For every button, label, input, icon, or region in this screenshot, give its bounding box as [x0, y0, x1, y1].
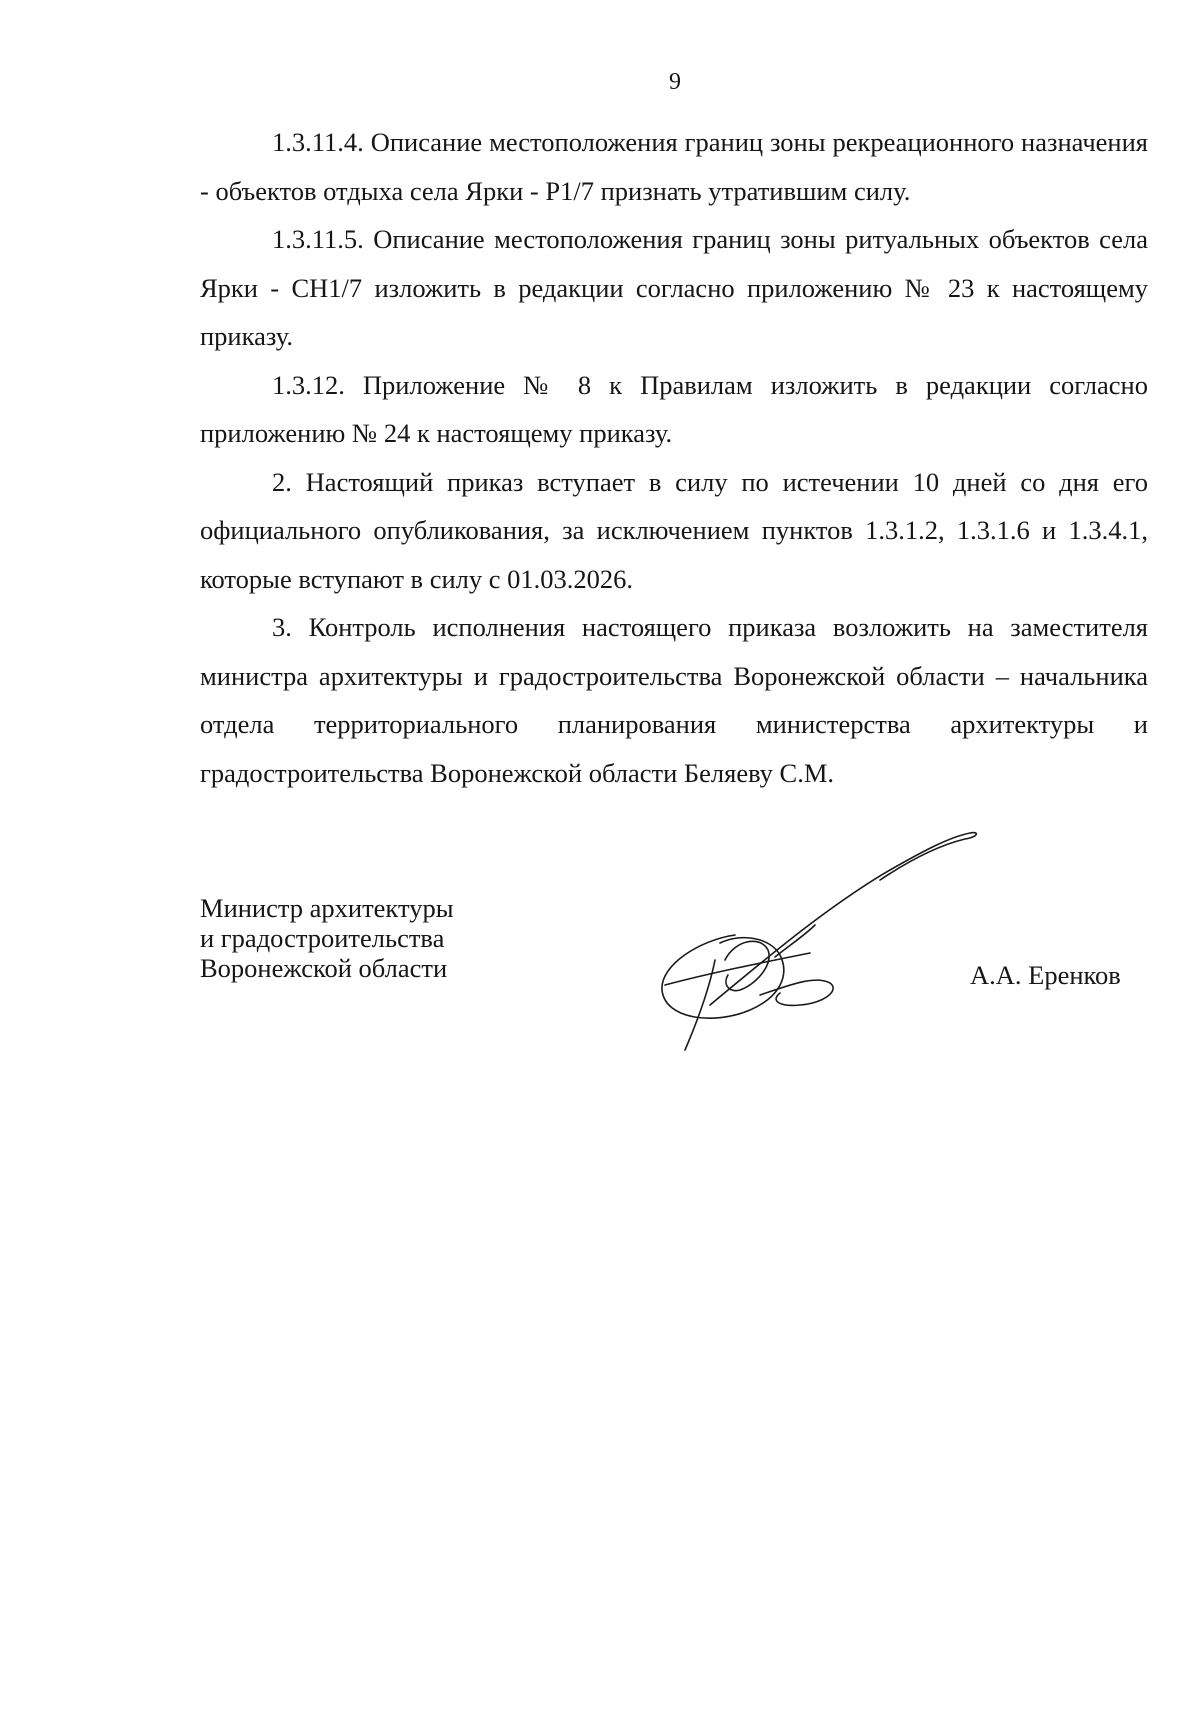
signer-position-line: Министр архитектуры [200, 893, 454, 923]
handwritten-signature [640, 825, 1020, 1055]
page-number: 9 [669, 69, 681, 95]
paragraph-1-3-11-4: 1.3.11.4. Описание местоположения границ зоны рекреационного назначения - объектов отдыха села Ярки - Р1/7 признать утратившим силу. [200, 127, 1148, 206]
signer-position-line: и градостроительства [200, 923, 445, 953]
paragraph-2: 2. Настоящий приказ вступает в силу по истечении 10 дней со дня его официального опубликования, за исключением пунктов 1.3.1.2, 1.3.1.6 и 1.3.4.1, которые вступают в силу с 01.03.2026. [200, 466, 1148, 594]
signer-position-line: Воронежской области [200, 953, 448, 983]
paragraph-1-3-11-5: 1.3.11.5. Описание местоположения границ зоны ритуальных объектов села Ярки - СН1/7 изложить в редакции согласно приложению № 23 к настоящему приказу. [200, 224, 1148, 351]
signer-position [200, 893, 540, 983]
document-body [200, 118, 1148, 797]
paragraph-3: 3. Контроль исполнения настоящего приказа возложить на заместителя министра архитектуры и градостроительства Воронежской области – начальника отдела территориального планирования министерства архитектуры и градостроительства Воронежской области Беляеву С.М. [200, 612, 1148, 788]
paragraph-1-3-12: 1.3.12. Приложение № 8 к Правилам изложить в редакции согласно приложению № 24 к настоящему приказу. [200, 369, 1148, 448]
signer-name: А.А. Еренков [970, 960, 1121, 990]
